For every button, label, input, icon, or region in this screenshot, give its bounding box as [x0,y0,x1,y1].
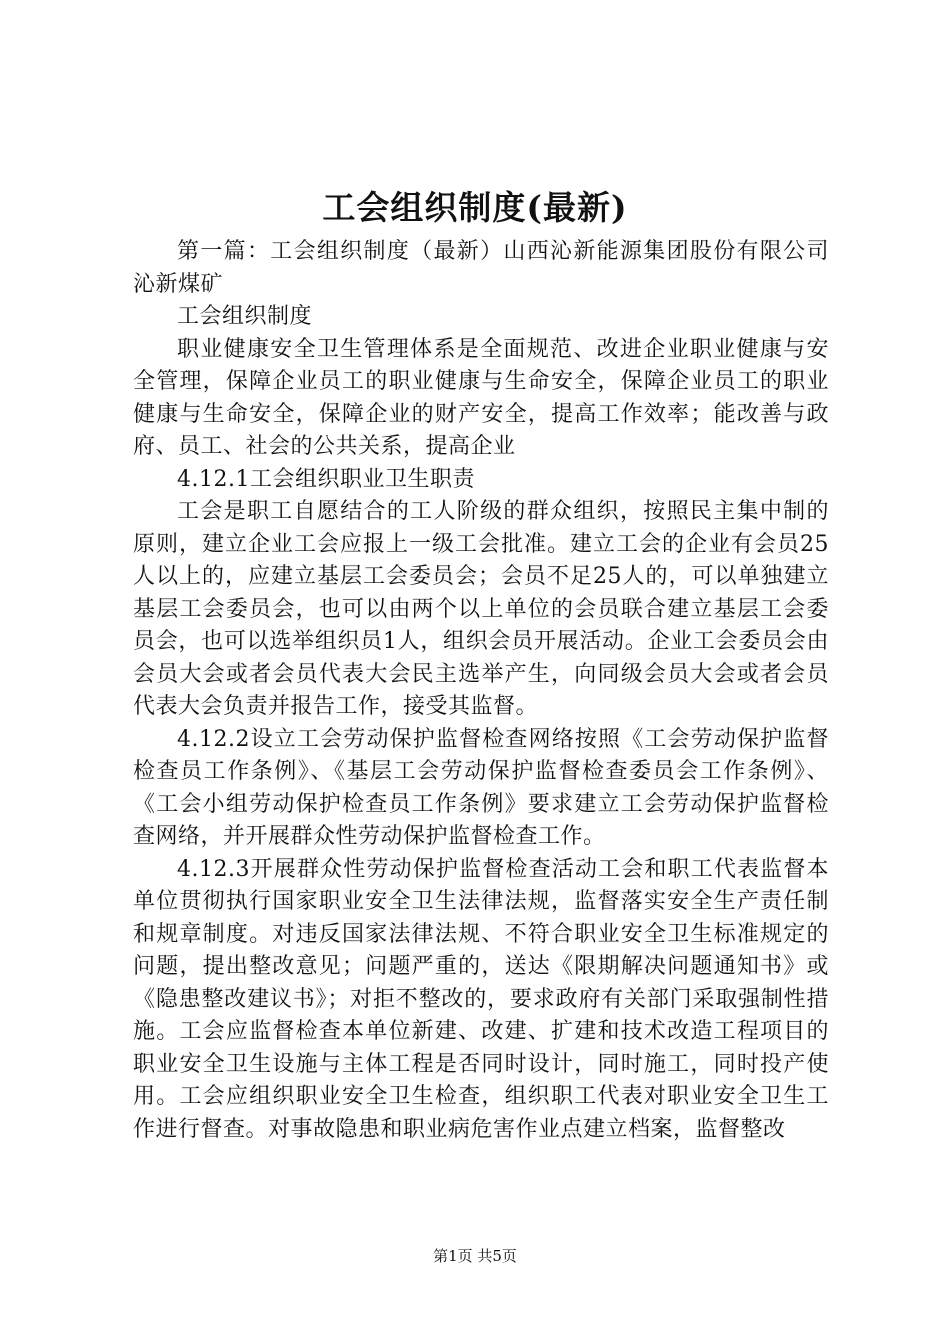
paragraph-intro: 职业健康安全卫生管理体系是全面规范、改进企业职业健康与安全管理，保障企业员工的职业健康与生命安全，保障企业员工的职业健康与生命安全，保障企业的财产安全，提高工作效率；能改善与政府、员工、社会的公共关系，提高企业 [133,336,829,459]
document-title: 工会组织制度(最新) [322,188,628,227]
document-body [133,236,829,1146]
page-footer: 第1页 共5页 [433,1247,517,1265]
paragraph-subtitle: 工会组织制度 [177,304,313,329]
paragraph-union-definition: 工会是职工自愿结合的工人阶级的群众组织，按照民主集中制的原则，建立企业工会应报上一级工会批准。建立工会的企业有会员25人以上的，应建立基层工会委员会；会员不足25人的，可以单独建立基层工会委员会，也可以由两个以上单位的会员联合建立基层工会委员会，也可以选举组织员1人，组织会员开展活动。企业工会委员会由会员大会或者会员代表大会民主选举产生，向同级会员大会或者会员代表大会负责并报告工作，接受其监督。 [133,499,829,719]
paragraph-section-4-12-3: 4.12.3开展群众性劳动保护监督检查活动工会和职工代表监督本单位贯彻执行国家职业安全卫生法律法规，监督落实安全生产责任制和规章制度。对违反国家法律法规、不符合职业安全卫生标准规定的问题，提出整改意见；问题严重的，送达《限期解决问题通知书》或《隐患整改建议书》；对拒不整改的，要求政府有关部门采取强制性措施。工会应监督检查本单位新建、改建、扩建和技术改造工程项目的职业安全卫生设施与主体工程是否同时设计，同时施工，同时投产使用。工会应组织职业安全卫生检查，组织职工代表对职业安全卫生工作进行督查。对事故隐患和职业病危害作业点建立档案，监督整改 [133,856,829,1142]
paragraph-section-4-12-2: 4.12.2设立工会劳动保护监督检查网络按照《工会劳动保护监督检查员工作条例》、《基层工会劳动保护监督检查委员会工作条例》、《工会小组劳动保护检查员工作条例》要求建立工会劳动保护监督检查网络，并开展群众性劳动保护监督检查工作。 [133,726,829,849]
section-heading-4-12-1: 4.12.1工会组织职业卫生职责 [177,466,475,492]
paragraph-first-chapter: 第一篇：工会组织制度（最新）山西沁新能源集团股份有限公司沁新煤矿 [133,239,829,297]
